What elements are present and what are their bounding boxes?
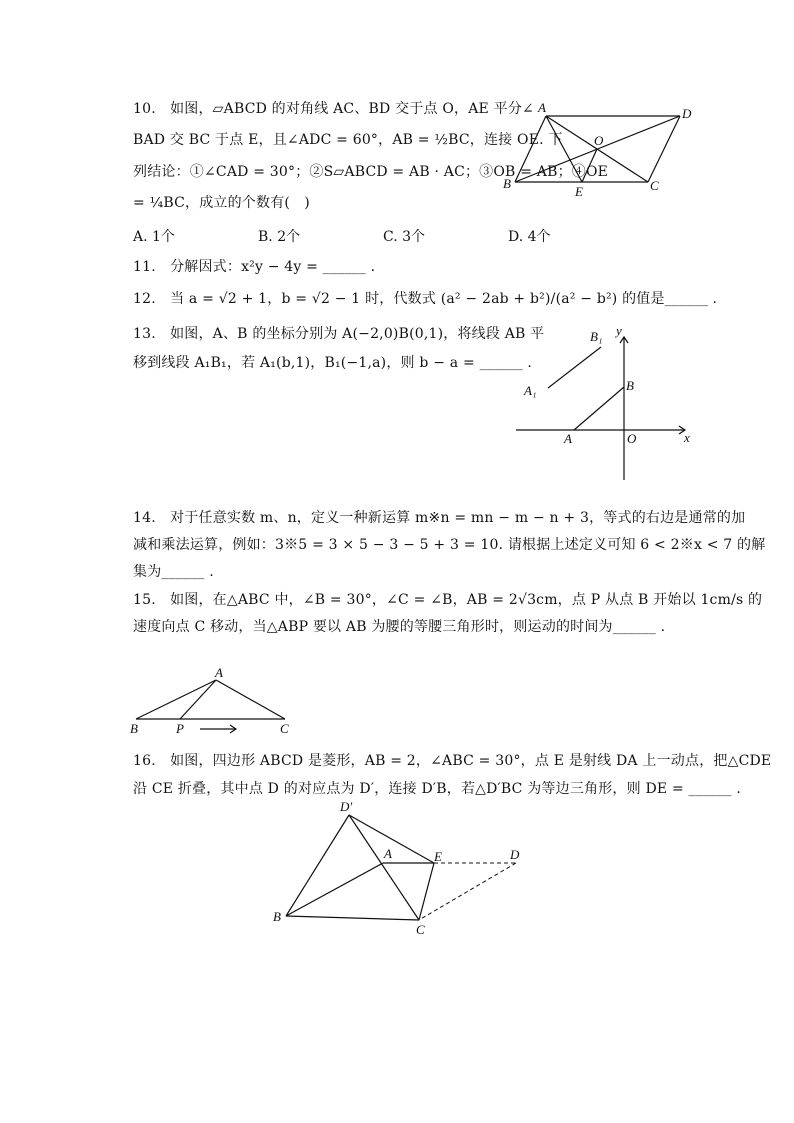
- q16-segment-ec: [419, 863, 434, 920]
- q15-label-p: P: [176, 721, 184, 736]
- q15-triangle-figure: [130, 665, 300, 740]
- q16-segment-bdp: [286, 815, 349, 916]
- q15-label-a: A: [215, 665, 223, 680]
- q16-segment-ba: [286, 863, 383, 916]
- q10-option-a: A. 1个: [133, 229, 175, 245]
- q15-side-ac: [216, 680, 285, 719]
- q15-line-2: 速度向点 C 移动，当△ABP 要以 AB 为腰的等腰三角形时，则运动的时间为______ .: [133, 619, 666, 635]
- q13-label-b: B: [626, 378, 634, 393]
- q10-label-b: B: [503, 176, 511, 191]
- q16-segment-dpc: [349, 815, 419, 920]
- q16-segment-bc: [286, 916, 419, 920]
- q14-line-2: 减和乘法运算，例如：3※5 = 3 × 5 − 3 − 5 + 3 = 10. 请根据上述定义可知 6 < 2※x < 7 的解: [133, 537, 766, 553]
- q16-label-b: B: [273, 909, 281, 924]
- q10-segment-ae: [546, 116, 582, 182]
- q13-segment-a1b1: [548, 347, 601, 388]
- q14-line-3: 集为______ .: [133, 564, 214, 580]
- q16-label-d: D: [510, 847, 520, 862]
- q10-line-2: BAD 交 BC 于点 E，且∠ADC = 60°，AB = ½BC，连接 OE. 下: [133, 132, 563, 148]
- q10-label-c: C: [650, 178, 659, 193]
- q10-line-4: = ¼BC，成立的个数有( ): [133, 195, 310, 211]
- q15-side-ab: [136, 680, 216, 719]
- q15-label-c: C: [280, 721, 289, 736]
- q10-option-c: C. 3个: [383, 229, 426, 245]
- q13-coordinate-figure: [510, 325, 700, 485]
- q10-line-1: 10. 如图，▱ABCD 的对角线 AC、BD 交于点 O，AE 平分∠: [133, 101, 534, 117]
- q16-line-2: 沿 CE 折叠，其中点 D 的对应点为 D′，连接 D′B，若△D′BC 为等边三角形，则 DE = ______ .: [133, 781, 742, 797]
- q13-label-o: O: [627, 431, 637, 446]
- q15-segment-ap: [180, 680, 216, 719]
- q16-label-c: C: [416, 922, 425, 937]
- q16-label-e: E: [434, 849, 442, 864]
- q14-line-1: 14. 对于任意实数 m、n，定义一种新运算 m※n = mn − m − n + 3，等式的右边是通常的加: [133, 510, 746, 526]
- q10-line-3: 列结论：①∠CAD = 30°；②S▱ABCD = AB · AC；③OB = AB；④OE: [133, 164, 609, 180]
- q10-label-e: E: [575, 184, 583, 199]
- q16-label-a: A: [384, 846, 392, 861]
- q12-text: 12. 当 a = √2 + 1，b = √2 − 1 时，代数式 (a² − 2ab + b²)/(a² − b²) 的值是______ .: [133, 291, 718, 307]
- q13-label-b1: B₁: [590, 329, 603, 344]
- q10-label-a: A: [538, 100, 546, 115]
- q16-rhombus-figure: [270, 795, 530, 940]
- q13-label-a: A: [564, 431, 572, 446]
- q13-segment-ab: [574, 387, 624, 430]
- q16-line-1: 16. 如图，四边形 ABCD 是菱形，AB = 2，∠ABC = 30°，点 E 是射线 DA 上一动点，把△CDE: [133, 753, 772, 769]
- q10-side-cd: [648, 116, 680, 182]
- q10-label-d: D: [682, 106, 692, 121]
- q15-line-1: 15. 如图，在△ABC 中，∠B = 30°，∠C = ∠B，AB = 2√3cm，点 P 从点 B 开始以 1cm/s 的: [133, 592, 763, 608]
- q13-label-x: x: [684, 430, 690, 445]
- q13-label-y: y: [616, 323, 622, 338]
- q16-segment-dc-dashed: [419, 863, 516, 920]
- q10-label-o: O: [594, 133, 604, 148]
- q10-option-d: D. 4个: [508, 229, 551, 245]
- q10-option-b: B. 2个: [258, 229, 301, 245]
- q10-diagonal-bd: [515, 116, 680, 182]
- q13-label-a1: A₁: [524, 383, 537, 398]
- q15-label-b: B: [130, 721, 138, 736]
- q13-line-2: 移到线段 A₁B₁，若 A₁(b,1)，B₁(−1,a)，则 b − a = ______ .: [133, 355, 533, 371]
- q11-text: 11. 分解因式：x²y − 4y = ______ .: [133, 259, 376, 275]
- q10-parallelogram-figure: [500, 100, 700, 200]
- q16-label-dprime: D′: [340, 799, 353, 814]
- q13-line-1: 13. 如图，A、B 的坐标分别为 A(−2,0)B(0,1)，将线段 AB 平: [133, 326, 545, 342]
